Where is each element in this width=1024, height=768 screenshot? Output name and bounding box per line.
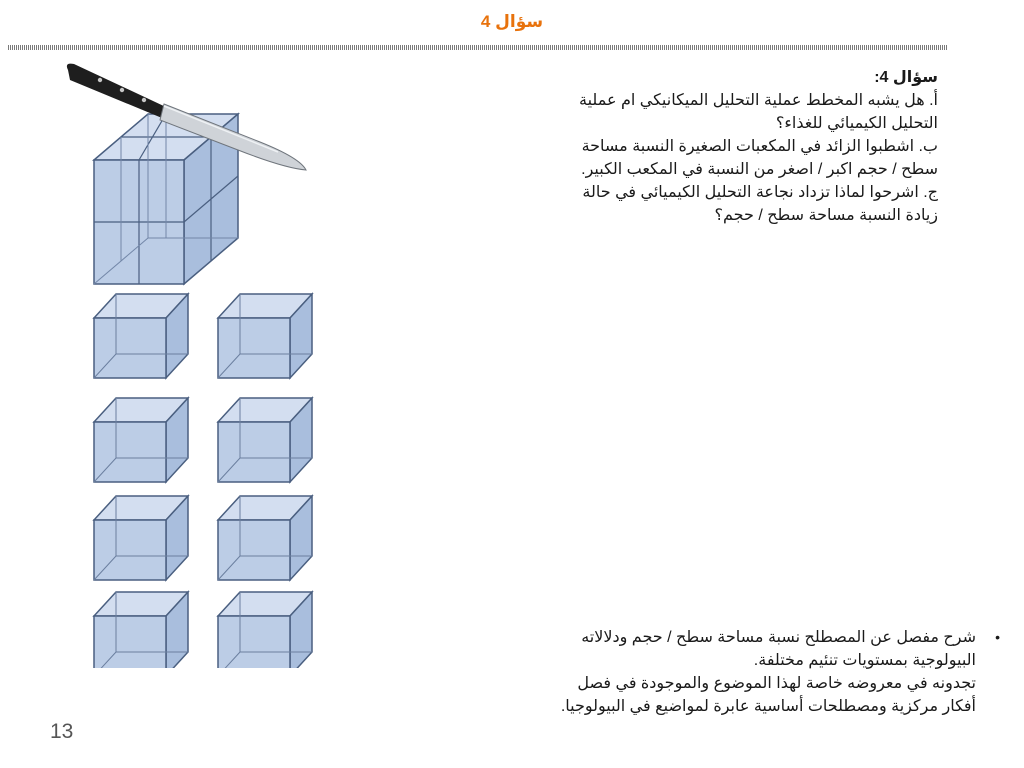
slide-title-text: سؤال 4 xyxy=(480,12,544,31)
question-line: ب. اشطبوا الزائد في المكعبات الصغيرة النسبة مساحة xyxy=(581,138,938,155)
title-divider xyxy=(8,45,948,50)
small-cube-icon xyxy=(94,398,188,482)
note-line: أفكار مركزية ومصطلحات أساسية عابرة لمواضيع في البيولوجيا. xyxy=(560,698,976,715)
question-block xyxy=(440,66,938,227)
note-line: تجدونه في معروضه خاصة لهذا الموضوع والموجودة في فصل xyxy=(577,675,976,692)
page-number: 13 xyxy=(50,720,74,743)
small-cube-icon xyxy=(218,294,312,378)
question-line: أ. هل يشبه المخطط عملية التحليل الميكانيكي ام عملية xyxy=(579,92,938,109)
slide-title xyxy=(0,12,1024,32)
small-cube-icon xyxy=(94,592,188,668)
note-line: البيولوجية بمستويات تنئيم مختلفة. xyxy=(753,652,976,669)
small-cube-icon xyxy=(218,398,312,482)
reference-note xyxy=(420,626,1000,718)
question-line: سطح / حجم اكبر / اصغر من النسبة في المكعب الكبير. xyxy=(581,161,938,178)
small-cube-icon xyxy=(218,592,312,668)
bullet-icon: • xyxy=(995,629,1000,645)
small-cube-icon xyxy=(94,294,188,378)
note-line: شرح مفصل عن المصطلح نسبة مساحة سطح / حجم ودلالاته xyxy=(581,629,976,646)
small-cube-icon xyxy=(218,496,312,580)
cutting-illustration xyxy=(38,58,348,668)
small-cube-icon xyxy=(94,496,188,580)
question-line: زيادة النسبة مساحة سطح / حجم؟ xyxy=(714,207,938,224)
question-line: التحليل الكيميائي للغذاء؟ xyxy=(775,115,938,132)
question-line: ج. اشرحوا لماذا تزداد نجاعة التحليل الكيميائي في حالة xyxy=(582,184,938,201)
question-heading: سؤال 4: xyxy=(874,69,938,86)
